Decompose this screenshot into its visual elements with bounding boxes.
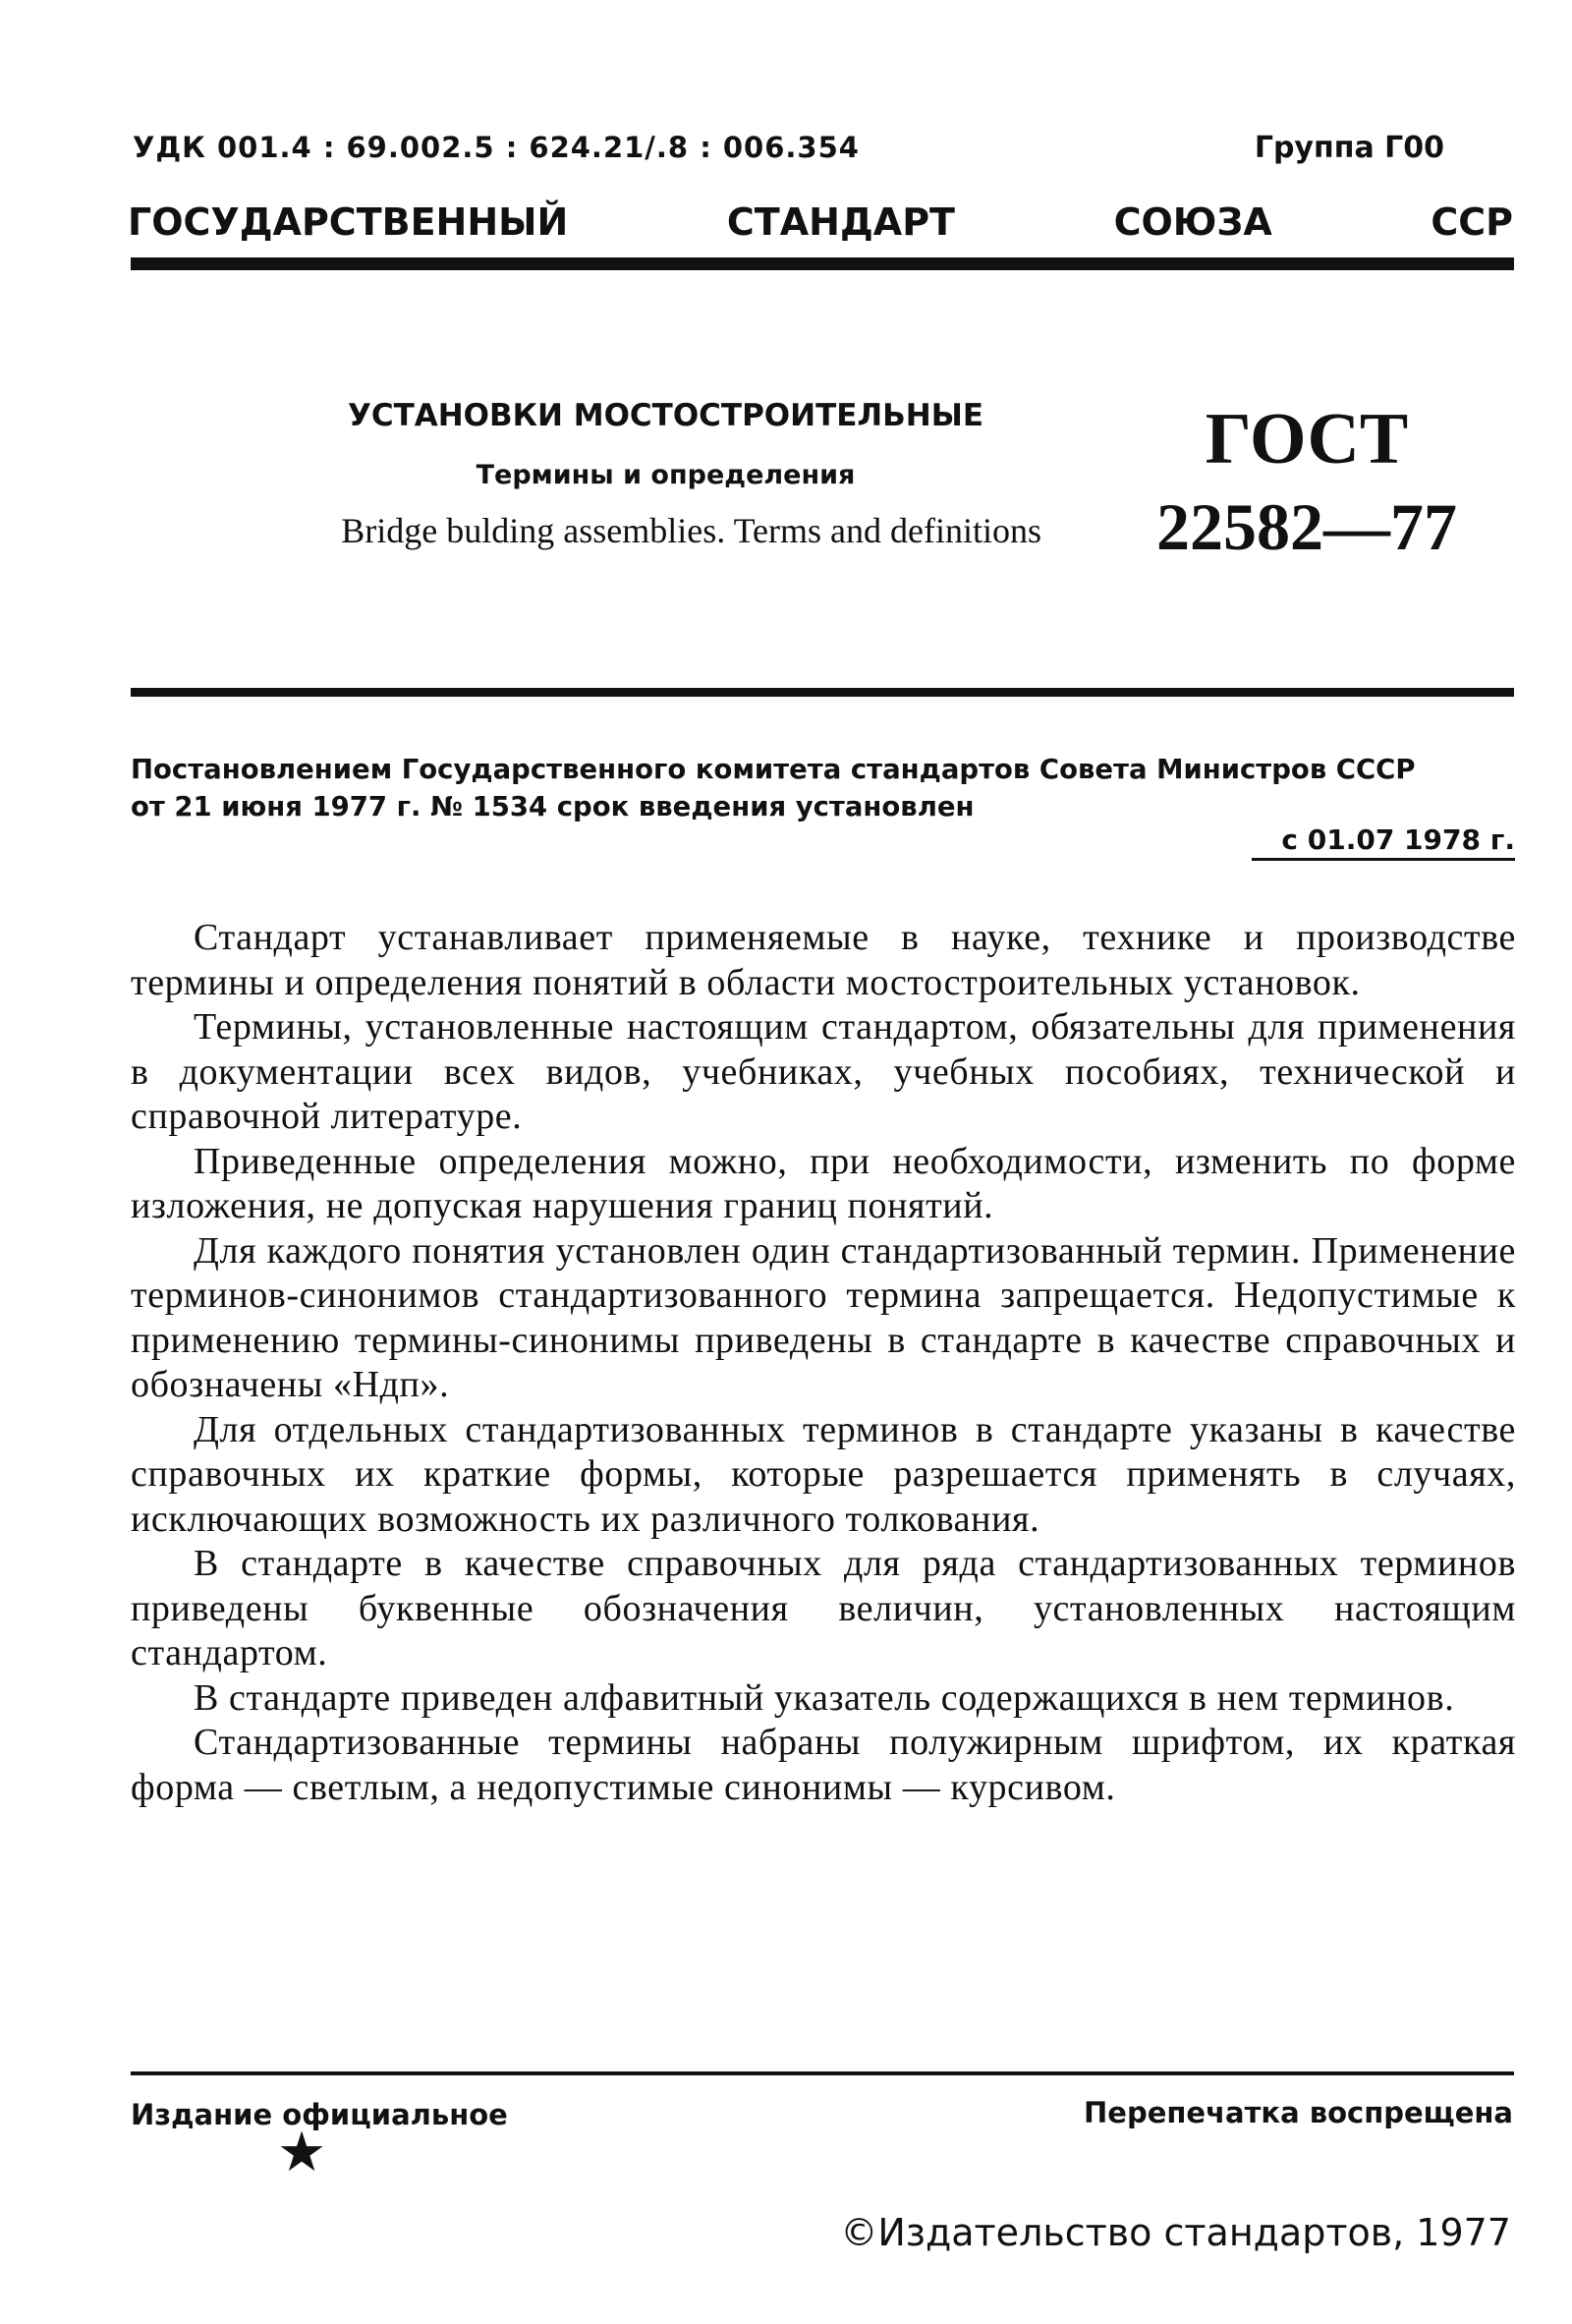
state-standard-banner: [128, 200, 1513, 244]
official-edition: Издание официальное: [131, 2098, 508, 2131]
copyright: ©Издательство стандартов, 1977: [840, 2211, 1511, 2254]
group-code: Группа Г00: [1254, 131, 1444, 165]
banner-word: СОЮЗА: [1113, 200, 1272, 244]
banner-word: ГОСУДАРСТВЕННЫЙ: [128, 200, 569, 244]
banner-word: СТАНДАРТ: [726, 200, 955, 244]
star-icon: ★: [277, 2121, 327, 2184]
body-paragraph: Термины, установленные настоящим стандартом, обязательны для применения в документации всех видов, учебниках, учебных пособиях, технической и справочной литературе.: [131, 1006, 1516, 1137]
effective-date: с 01.07 1978 г.: [1252, 823, 1515, 861]
udk-code: УДК 001.4 : 69.002.5 : 624.21/.8 : 006.354: [133, 131, 860, 164]
body-paragraph: Стандарт устанавливает применяемые в науке, технике и производстве термины и определения понятий в области мостостроительных установок.: [131, 917, 1516, 1003]
title-rule: [131, 688, 1514, 697]
decree-text: [131, 751, 1516, 825]
title-en: Bridge bulding assemblies. Terms and definitions: [341, 511, 1041, 550]
body-paragraph: Для каждого понятия установлен один стандартизованный термин. Применение терминов-синонимов стандартизованного термина запрещается. Недопустимые к применению термины-синонимы приведены в стандарте в качестве справочных и обозначены «Ндп».: [131, 1229, 1516, 1405]
reprint-prohibited: Перепечатка воспрещена: [1084, 2096, 1513, 2129]
body-paragraph: Приведенные определения можно, при необходимости, изменить по форме изложения, не допуская нарушения границ понятий.: [131, 1140, 1516, 1226]
gost-number: 22582—77: [1156, 489, 1457, 564]
banner-word: ССР: [1431, 200, 1513, 244]
header-rule: [131, 257, 1514, 270]
title-ru: УСТАНОВКИ МОСТОСТРОИТЕЛЬНЫЕ: [347, 398, 984, 433]
body-text: [131, 916, 1516, 1810]
body-paragraph: Для отдельных стандартизованных терминов в стандарте указаны в качестве справочных их краткие формы, которые разрешается применять в случаях, исключающих возможность их различного толкования.: [131, 1408, 1516, 1540]
decree-line-1: Постановлением Государственного комитета стандартов Совета Министров СССР: [131, 754, 1416, 785]
decree-line-2: от 21 июня 1977 г. № 1534 срок введения установлен: [131, 791, 975, 822]
subtitle-ru: Термины и определения: [476, 460, 856, 490]
title-block: [167, 398, 1051, 551]
body-paragraph: В стандарте приведен алфавитный указатель содержащихся в нем терминов.: [194, 1676, 1455, 1719]
body-paragraph: Стандартизованные термины набраны полужирным шрифтом, их краткая форма — светлым, а недопустимые синонимы — курсивом.: [131, 1722, 1516, 1808]
footer-rule: [131, 2071, 1514, 2075]
body-paragraph: В стандарте в качестве справочных для ряда стандартизованных терминов приведены буквенные обозначения величин, установленных настоящим стандартом.: [131, 1543, 1516, 1673]
gost-designation: [1130, 399, 1484, 564]
gost-label: ГОСТ: [1205, 399, 1409, 480]
